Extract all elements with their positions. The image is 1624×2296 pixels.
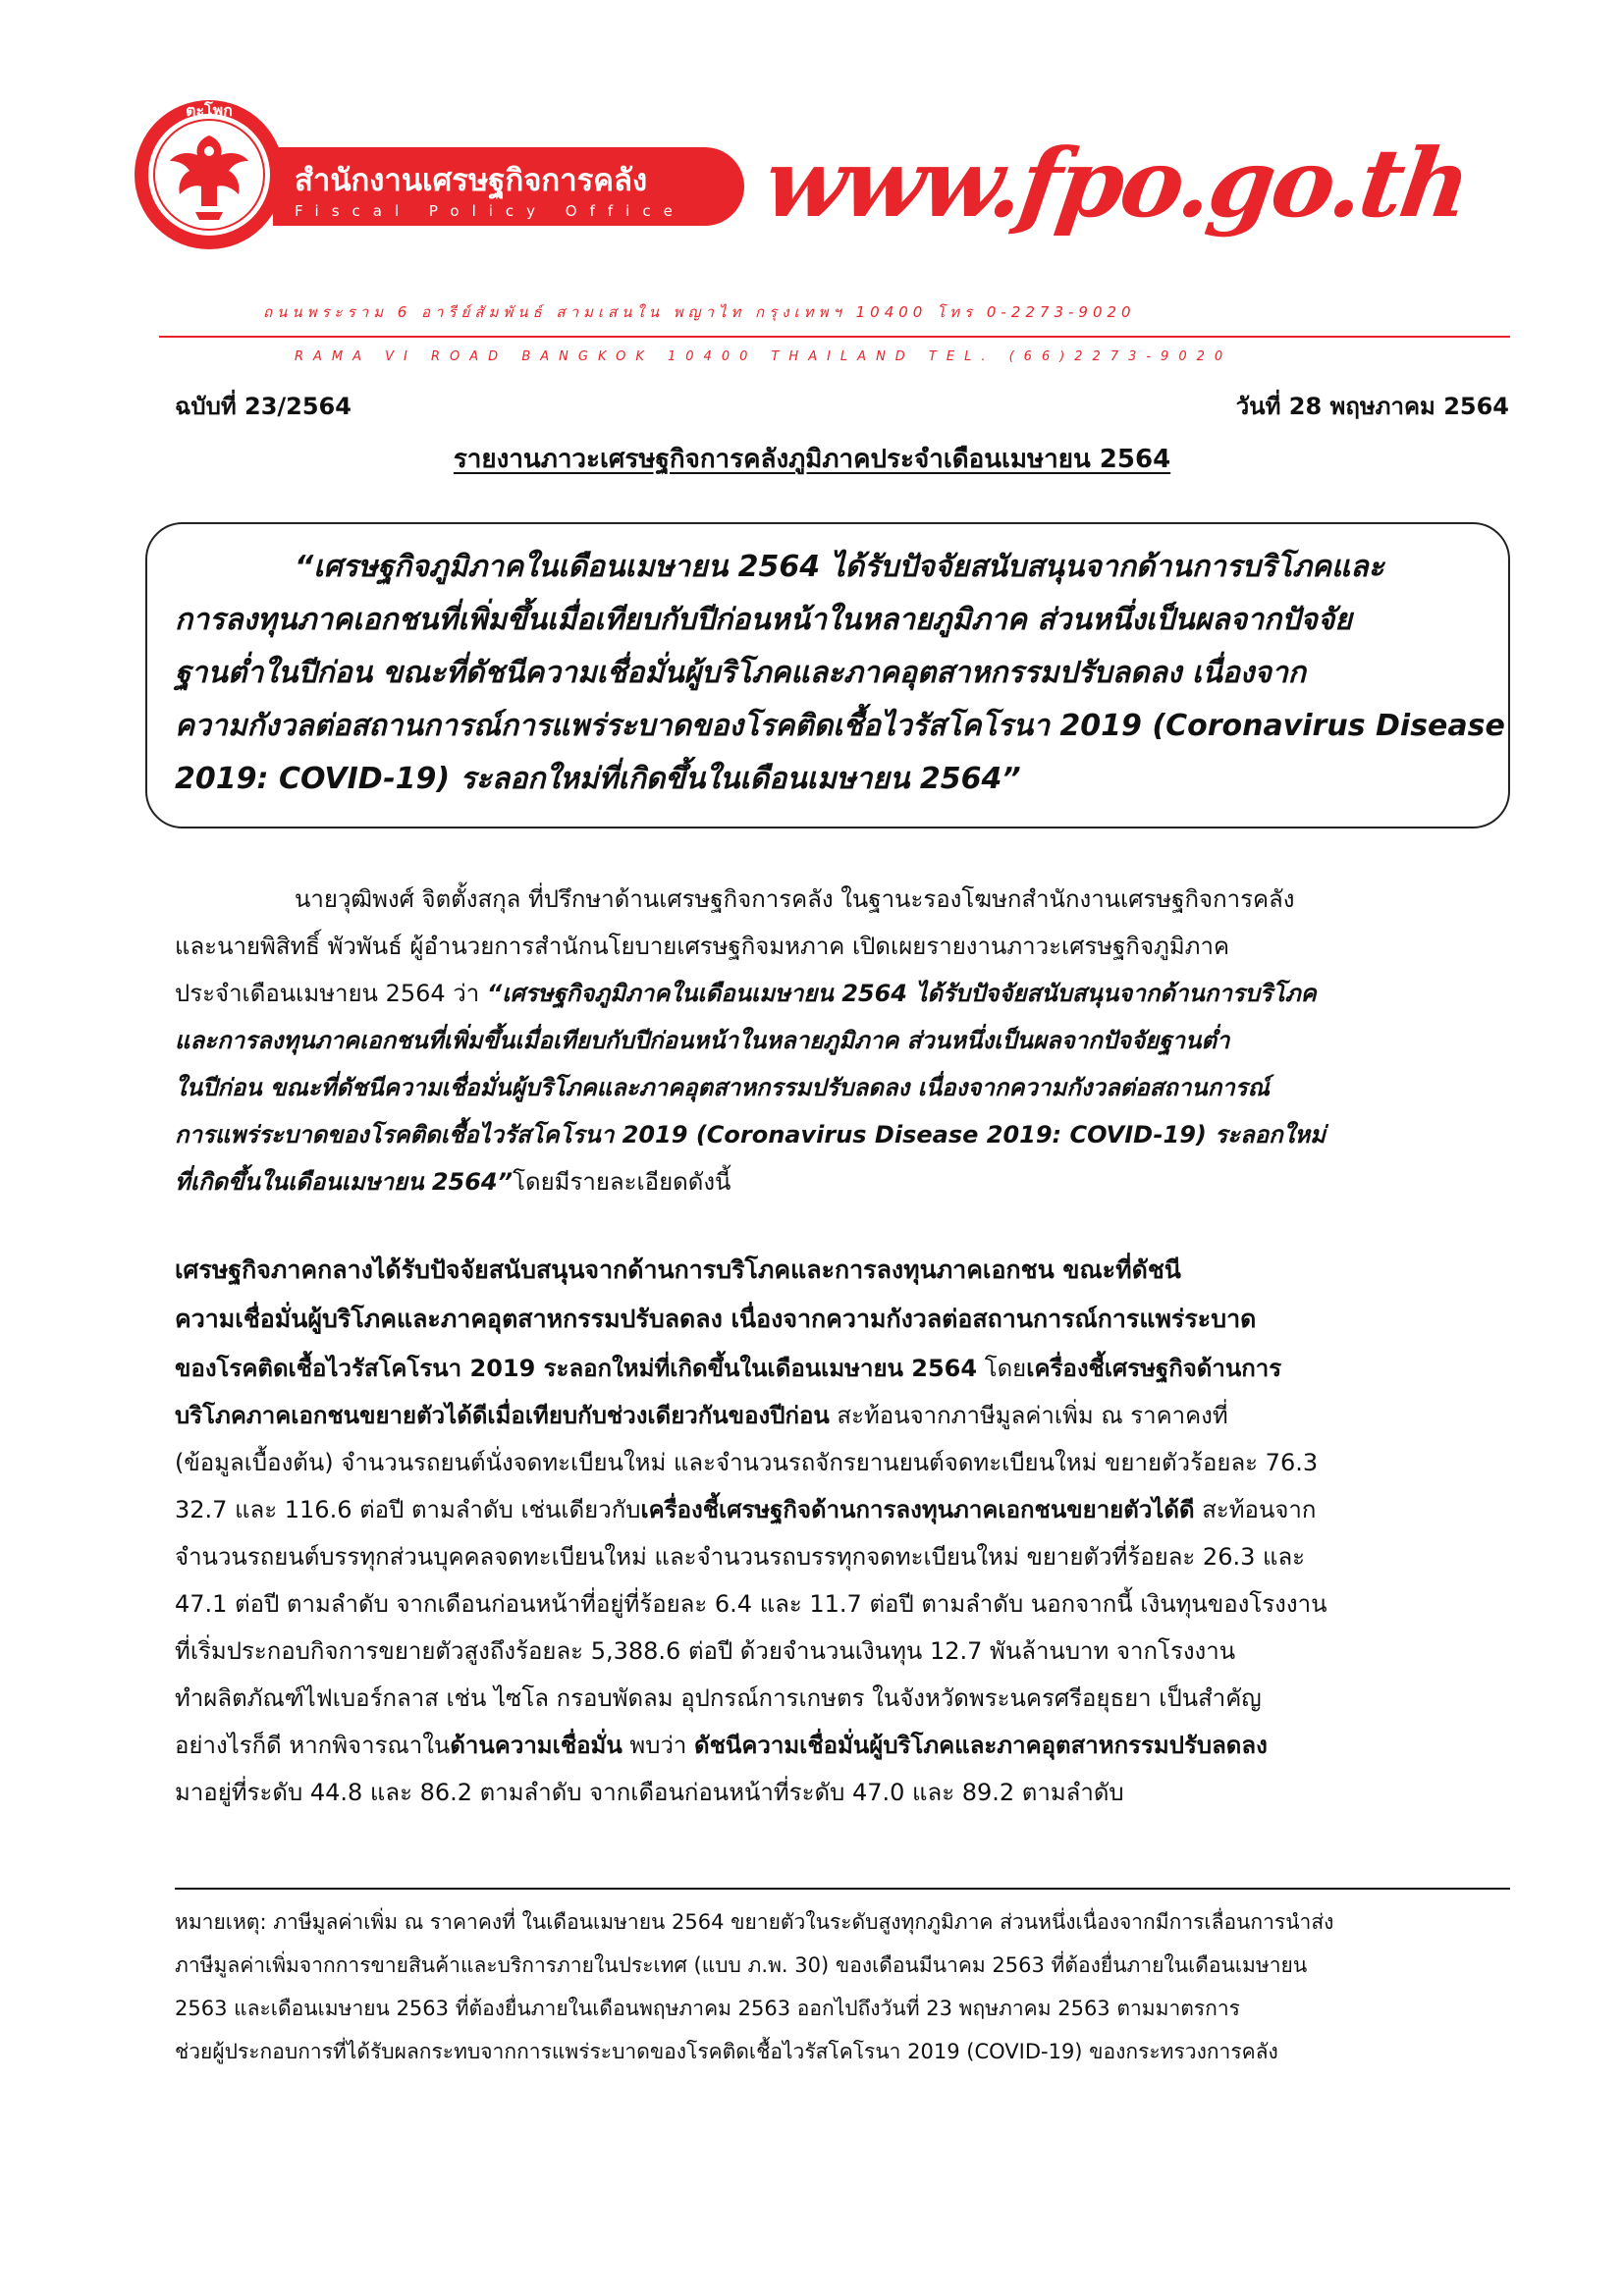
central-line: มาอยู่ที่ระดับ 44.8 และ 86.2 ตามลำดับ จากเดือนก่อนหน้าที่ระดับ 47.0 และ 89.2 ตามลำดับ: [175, 1779, 1124, 1806]
quote-line: 2019: COVID-19) ระลอกใหม่ที่เกิดขึ้นในเดือนเมษายน 2564”: [175, 762, 1021, 796]
intro-line: และนายพิสิทธิ์ พัวพันธ์ ผู้อำนวยการสำนักนโยบายเศรษฐกิจมหภาค เปิดเผยรายงานภาวะเศรษฐกิจภูมิภาค: [175, 933, 1229, 960]
issue-number: ฉบับที่ 23/2564: [175, 393, 352, 420]
central-line: ความเชื่อมั่นผู้บริโภคและภาคอุตสาหกรรมปรับลดลง เนื่องจากความกังวลต่อสถานการณ์การแพร่ระบาด: [175, 1305, 1257, 1333]
central-line: เศรษฐกิจภาคกลางได้รับปัจจัยสนับสนุนจากด้านการบริโภคและการลงทุนภาคเอกชน ขณะที่ดัชนี: [175, 1255, 1181, 1284]
intro-quote-text: ที่เกิดขึ้นในเดือนเมษายน 2564”: [175, 1168, 514, 1196]
intro-quote-text: “เศรษฐกิจภูมิภาคในเดือนเมษายน 2564 ได้รับปัจจัยสนับสนุนจากด้านการบริโภค: [486, 980, 1317, 1007]
intro-line: การแพร่ระบาดของโรคติดเชื้อไวรัสโคโรนา 2019 (Coronavirus Disease 2019: COVID-19) ระลอกใหม่: [175, 1121, 1326, 1148]
intro-line: [175, 974, 1317, 1012]
central-text: อย่างไรก็ดี หากพิจารณาใน: [175, 1732, 451, 1759]
report-title: รายงานภาวะเศรษฐกิจการคลังภูมิภาคประจำเดือนเมษายน 2564: [453, 445, 1171, 474]
logo-text: ตะโพก: [186, 101, 233, 120]
central-bold-text: เครื่องชี้เศรษฐกิจด้านการลงทุนภาคเอกชนขยายตัวได้ดี: [640, 1496, 1195, 1523]
central-line: ทำผลิตภัณฑ์ไฟเบอร์กลาส เช่น ไซโล กรอบพัดลม อุปกรณ์การเกษตร ในจังหวัดพระนครศรีอยุธยา เป็นสำคัญ: [175, 1684, 1262, 1712]
intro-text: ประจำเดือนเมษายน 2564 ว่า: [175, 980, 487, 1007]
intro-line: [175, 1162, 731, 1201]
central-bold-text: บริโภคภาคเอกชนขยายตัวได้ดีเมื่อเทียบกับช่วงเดียวกันของปีก่อน: [175, 1402, 830, 1429]
office-name-th: สำนักงานเศรษฐกิจการคลัง: [295, 163, 648, 198]
central-bold-text: ของโรคติดเชื้อไวรัสโคโรนา 2019 ระลอกใหม่ที่เกิดขึ้นในเดือนเมษายน 2564: [175, 1355, 978, 1382]
central-line: 47.1 ต่อปี ตามลำดับ จากเดือนก่อนหน้าที่อยู่ที่ร้อยละ 6.4 และ 11.7 ต่อปี ตามลำดับ นอกจากนี้ เงินทุนของโรงงาน: [175, 1590, 1327, 1618]
intro-text: โดยมีรายละเอียดดังนี้: [513, 1168, 731, 1196]
central-text: สะท้อนจากภาษีมูลค่าเพิ่ม ณ ราคาคงที่: [829, 1402, 1228, 1429]
central-text: โดย: [977, 1355, 1027, 1382]
central-bold-text: ด้านความเชื่อมั่น: [450, 1732, 623, 1759]
footnote-divider: [175, 1888, 1510, 1890]
intro-line: นายวุฒิพงศ์ จิตตั้งสกุล ที่ปรึกษาด้านเศรษฐกิจการคลัง ในฐานะรองโฆษกสำนักงานเศรษฐกิจการคลัง: [295, 885, 1295, 913]
address-th: ถนนพระราม 6 อารีย์สัมพันธ์ สามเสนใน พญาไท กรุงเทพฯ 10400 โทร 0-2273-9020: [263, 303, 1136, 321]
quote-line: การลงทุนภาคเอกชนที่เพิ่มขึ้นเมื่อเทียบกับปีก่อนหน้าในหลายภูมิภาค ส่วนหนึ่งเป็นผลจากปัจจัย: [175, 603, 1352, 637]
central-line: จำนวนรถยนต์บรรทุกส่วนบุคคลจดทะเบียนใหม่ และจำนวนรถบรรทุกจดทะเบียนใหม่ ขยายตัวที่ร้อยละ 26.3 และ: [175, 1543, 1306, 1571]
central-bold-text: ดัชนีความเชื่อมั่นผู้บริโภคและภาคอุตสาหกรรมปรับลดลง: [694, 1732, 1268, 1759]
central-line: [175, 1726, 1268, 1764]
fpo-garuda-logo: [131, 96, 288, 253]
central-text: พบว่า: [622, 1732, 695, 1759]
footnote-line: ภาษีมูลค่าเพิ่มจากการขายสินค้าและบริการภายในประเทศ (แบบ ภ.พ. 30) ของเดือนมีนาคม 2563 ที่ต้องยื่นภายในเดือนเมษายน: [175, 1953, 1308, 1977]
letterhead-divider: [159, 336, 1510, 338]
central-line: [175, 1349, 1281, 1387]
central-text: สะท้อนจาก: [1194, 1496, 1317, 1523]
central-line: ที่เริ่มประกอบกิจการขยายตัวสูงถึงร้อยละ 5,388.6 ต่อปี ด้วยจำนวนเงินทุน 12.7 พันล้านบาท จากโรงงาน: [175, 1637, 1236, 1665]
central-bold-text: เครื่องชี้เศรษฐกิจด้านการ: [1026, 1355, 1282, 1382]
central-text: 32.7 และ 116.6 ต่อปี ตามลำดับ เช่นเดียวกับ: [175, 1496, 641, 1523]
footnote-line: ช่วยผู้ประกอบการที่ได้รับผลกระทบจากการแพร่ระบาดของโรคติดเชื้อไวรัสโคโรนา 2019 (COVID-19) ของกระทรวงการคลัง: [175, 2040, 1278, 2063]
footnote-line: หมายเหตุ: ภาษีมูลค่าเพิ่ม ณ ราคาคงที่ ในเดือนเมษายน 2564 ขยายตัวในระดับสูงทุกภูมิภาค ส่วนหนึ่งเนื่องจากมีการเลื่อนการนำส่ง: [175, 1910, 1334, 1934]
central-line: [175, 1396, 1228, 1434]
quote-line: “เศรษฐกิจภูมิภาคในเดือนเมษายน 2564 ได้รับปัจจัยสนับสนุนจากด้านการบริโภคและ: [295, 550, 1384, 584]
website-url[interactable]: www.fpo.go.th: [758, 128, 1475, 239]
issue-date: วันที่ 28 พฤษภาคม 2564: [1235, 393, 1509, 420]
central-line: (ข้อมูลเบื้องต้น) จำนวนรถยนต์นั่งจดทะเบียนใหม่ และจำนวนรถจักรยานยนต์จดทะเบียนใหม่ ขยายตัวร้อยละ 76.3: [175, 1449, 1319, 1476]
office-name-en: Fiscal Policy Office: [295, 202, 685, 220]
quote-line: ความกังวลต่อสถานการณ์การแพร่ระบาดของโรคติดเชื้อไวรัสโคโรนา 2019 (Coronavirus Disease: [175, 709, 1505, 743]
intro-line: และการลงทุนภาคเอกชนที่เพิ่มขึ้นเมื่อเทียบกับปีก่อนหน้าในหลายภูมิภาค ส่วนหนึ่งเป็นผลจากปัจจัยฐานต่ำ: [175, 1027, 1230, 1054]
central-line: [175, 1490, 1316, 1528]
intro-line: ในปีก่อน ขณะที่ดัชนีความเชื่อมั่นผู้บริโภคและภาคอุตสาหกรรมปรับลดลง เนื่องจากความกังวลต่อสถานการณ์: [175, 1074, 1270, 1101]
quote-line: ฐานต่ำในปีก่อน ขณะที่ดัชนีความเชื่อมั่นผู้บริโภคและภาคอุตสาหกรรมปรับลดลง เนื่องจาก: [175, 656, 1306, 690]
address-en: RAMA VI ROAD BANGKOK 10400 THAILAND TEL. (66)2273-9020: [295, 349, 1233, 364]
footnote-line: 2563 และเดือนเมษายน 2563 ที่ต้องยื่นภายในเดือนพฤษภาคม 2563 ออกไปถึงวันที่ 23 พฤษภาคม 2563 ตามมาตรการ: [175, 1997, 1240, 2020]
